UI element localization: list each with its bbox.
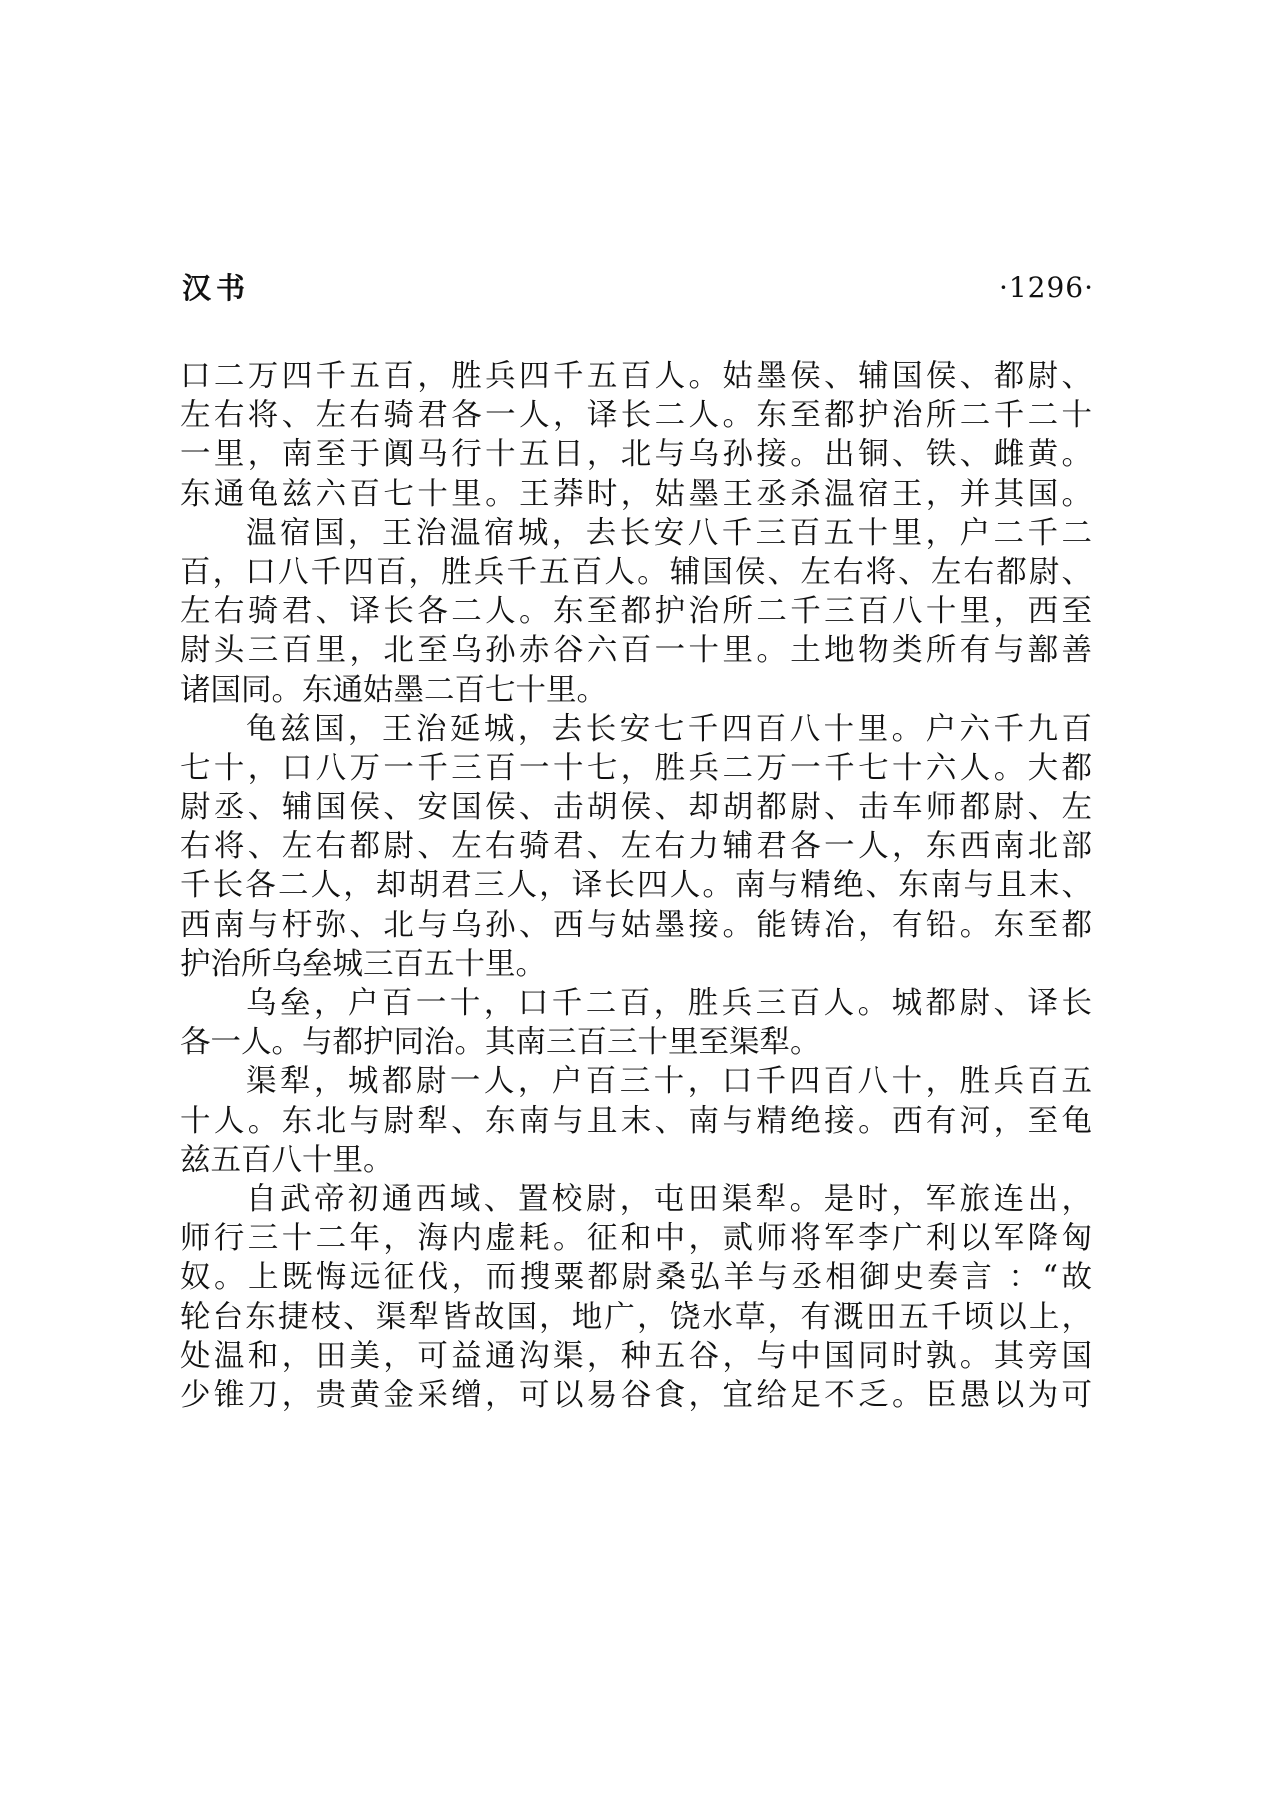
text-line: 乌垒，户百一十，口千二百，胜兵三百人。城都尉、译长 xyxy=(246,986,1092,1021)
text-line: 千长各二人，却胡君三人，译长四人。南与精绝、东南与且末、 xyxy=(180,868,1092,904)
text-line: 奴。上既悔远征伐，而搜粟都尉桑弘羊与丞相御史奏言 ：“故 xyxy=(180,1260,1092,1296)
text-line: 尉头三百里，北至乌孙赤谷六百一十里。土地物类所有与鄯善 xyxy=(180,633,1092,669)
page-number: ·1296· xyxy=(998,271,1094,304)
text-line: 护治所乌垒城三百五十里。 xyxy=(180,946,546,982)
text-line: 师行三十二年，海内虚耗。征和中，贰师将军李广利以军降匈 xyxy=(180,1221,1092,1257)
text-line: 东通龟兹六百七十里。王莽时，姑墨王丞杀温宿王，并其国。 xyxy=(180,476,1092,512)
text-line: 各一人。与都护同治。其南三百三十里至渠犁。 xyxy=(180,1025,821,1061)
body-text xyxy=(180,357,1092,1415)
text-line: 一里，南至于阗马行十五日，北与乌孙接。出铜、铁、雌黄。 xyxy=(180,437,1092,473)
text-line: 七十，口八万一千三百一十七，胜兵二万一千七十六人。大都 xyxy=(180,750,1092,786)
text-line: 左右将、左右骑君各一人，译长二人。东至都护治所二千二十 xyxy=(180,398,1092,434)
text-line: 自武帝初通西域、置校尉，屯田渠犁。是时，军旅连出， xyxy=(246,1181,1092,1217)
book-title: 汉书 xyxy=(182,271,251,305)
page-header xyxy=(182,268,1094,308)
text-line: 兹五百八十里。 xyxy=(180,1142,394,1178)
text-line: 少锥刀，贵黄金采缯，可以易谷食，宜给足不乏。臣愚以为可 xyxy=(180,1377,1092,1413)
text-line: 轮台东捷枝、渠犁皆故国，地广，饶水草，有溉田五千顷以上， xyxy=(180,1299,1092,1335)
text-line: 渠犁，城都尉一人，户百三十，口千四百八十，胜兵百五 xyxy=(246,1064,1092,1100)
text-line: 百，口八千四百，胜兵千五百人。辅国侯、左右将、左右都尉、 xyxy=(180,554,1092,590)
text-line: 口二万四千五百，胜兵四千五百人。姑墨侯、辅国侯、都尉、 xyxy=(180,359,1092,394)
text-line: 龟兹国，王治延城，去长安七千四百八十里。户六千九百 xyxy=(246,711,1092,747)
text-line: 西南与杅弥、北与乌孙、西与姑墨接。能铸冶，有铅。东至都 xyxy=(180,907,1092,943)
text-line: 诸国同。东通姑墨二百七十里。 xyxy=(180,672,607,708)
text-line: 尉丞、辅国侯、安国侯、击胡侯、却胡都尉、击车师都尉、左 xyxy=(180,790,1092,826)
text-line: 十人。东北与尉犁、东南与且末、南与精绝接。西有河，至龟 xyxy=(180,1103,1092,1139)
text-line: 温宿国，王治温宿城，去长安八千三百五十里，户二千二 xyxy=(246,515,1092,551)
text-line: 右将、左右都尉、左右骑君、左右力辅君各一人，东西南北部 xyxy=(180,829,1092,865)
text-line: 处温和，田美，可益通沟渠，种五谷，与中国同时孰。其旁国 xyxy=(180,1338,1092,1374)
text-line: 左右骑君、译长各二人。东至都护治所二千三百八十里，西至 xyxy=(180,594,1092,630)
